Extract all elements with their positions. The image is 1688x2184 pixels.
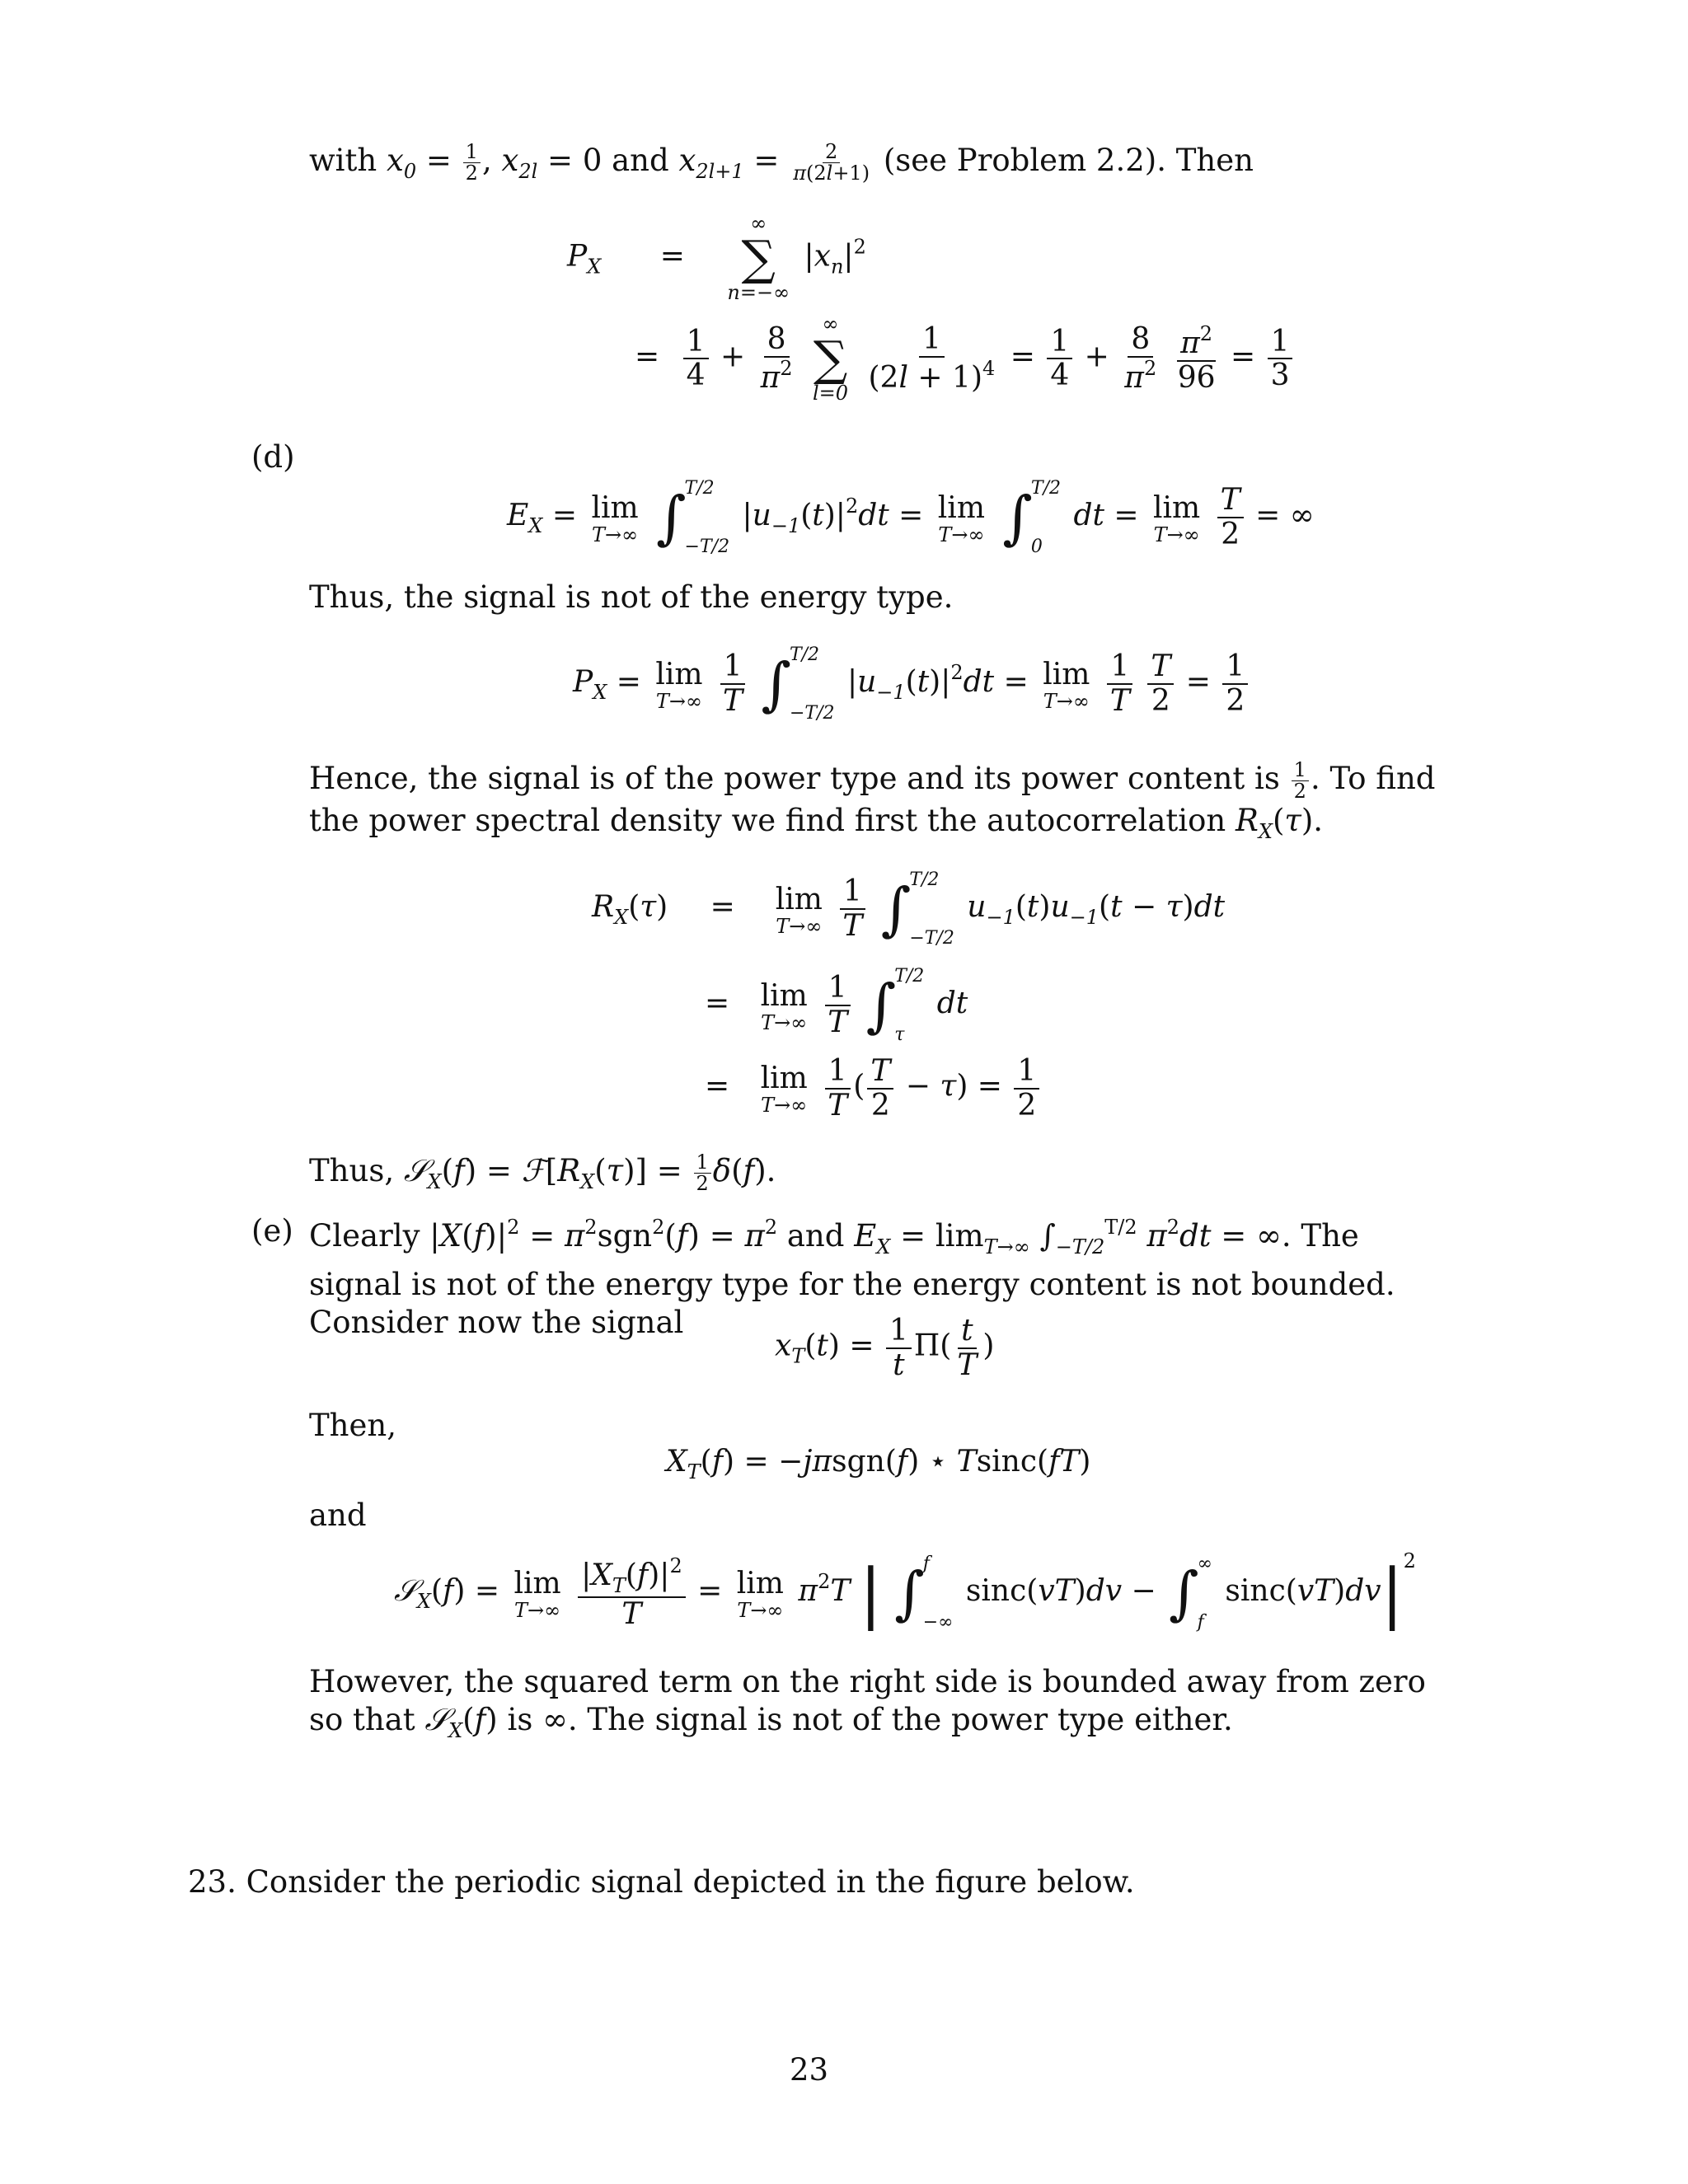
equation-px-sum: $P_X$ = ∞ ∑ n=−∞ $|x_n|^2$ (567, 212, 866, 305)
power-paragraph: Hence, the signal is of the power type and its power content is $\frac{1}{2}$ . To find the power spectral density we find first the autocorrelation $R_X(\tau)$. (309, 758, 1436, 844)
not-energy-text: Thus, the signal is not of the energy type. (309, 579, 954, 615)
equation-ex: $E_X$ = lim T→∞ ∫ T/2 −T/2 $|u_{-1}(t)|^2dt$ = lim T→∞ ∫ T/2 0 dt = lim T→∞ $\frac{T}{2}$ = ∞ (507, 478, 1315, 557)
part-e-text-1: . The signal is not of the energy type for the energy content is not bounded. Consider now the signal (309, 1218, 1395, 1340)
part-d-label: (d) (251, 439, 295, 475)
equation-px-result: = $\frac{1}{4}$ + $\frac{8}{\pi^2}$ ∞ ∑ l=0 $\frac{1}{(2l + 1)^4}$ = $\frac{1}{4}$ + $\frac{8}{\pi^2}$ $\frac{\pi^2}{96}$ = $\frac{1}{3}$ (635, 313, 1295, 405)
and-text: and (786, 1218, 845, 1254)
equation-sx: 𝒮$_X$(f) = lim T→∞ $\frac{|X_T(f)|^2}{T}$ = lim T→∞ $\pi^2T$ | ∫ f −∞ sinc(vT)dv − ∫ ∞ f $\sin c(vT)dv|^2$ (394, 1549, 1416, 1633)
page-number: 23 (790, 2052, 829, 2088)
however-end-text: is ∞. The signal is not of the power type either. (507, 1702, 1233, 1737)
equation-xt-f: $X_T(f) = -j\pi sgn(f)$ ⋆ Tsinc(fT) (666, 1445, 1091, 1483)
intro-line: with $x_0$ = $\frac{1}{2}$ , $x_{2l} = 0$ and $x_{2l+1}$ = $\frac{2}{\pi(2l+1)}$ (see Problem 2.2). Then (309, 140, 1254, 185)
psd-result-line: Thus, 𝒮$_X$(f) = $ℱ[R_X(\tau)]$ = $\frac{1}{2}$ δ(f). (309, 1151, 776, 1196)
then-text: Then, (309, 1408, 396, 1443)
intro-with: with (309, 143, 377, 179)
equation-rx-3: = lim T→∞ $\frac{1}{T}$ ( $\frac{T}{2}$ − τ) = $\frac{1}{2}$ (705, 1055, 1042, 1122)
however-text: However, the squared term on the right side is bounded away from zero so that (309, 1664, 1426, 1737)
thus-prefix: Thus, (309, 1153, 395, 1189)
equation-px-limit: $P_X$ = lim T→∞ $\frac{1}{T}$ ∫ T/2 −T/2 $|u_{-1}(t)|^2dt$ = lim T→∞ $\frac{1}{T}$ $\frac{T}{2}$ = $\frac{1}{2}$ (573, 644, 1250, 724)
intro-see: (see Problem 2.2). Then (883, 143, 1254, 179)
however-paragraph: However, the squared term on the right side is bounded away from zero so that 𝒮$_X$(f) is ∞. The signal is not of the power type either. (309, 1664, 1426, 1742)
equation-rx-2: = lim T→∞ $\frac{1}{T}$ ∫ T/2 τ dt (705, 966, 968, 1045)
and-word: and (309, 1497, 367, 1533)
part-e-label: (e) (251, 1213, 293, 1249)
intro-and: and (612, 143, 669, 179)
equation-xt: $x_T(t)$ = $\frac{1}{t}$ Π( $\frac{t}{T}$ ) (775, 1314, 995, 1382)
clearly-text: Clearly (309, 1218, 420, 1254)
equation-rx-1: $R_X(\tau)$ = lim T→∞ $\frac{1}{T}$ ∫ T/2 −T/2 $u_{-1}(t)u_{-1}(t - \tau)dt$ (592, 869, 1226, 949)
power-text-1: Hence, the signal is of the power type and its power content is (309, 761, 1280, 797)
part-e-paragraph: Clearly $|X(f)|^2 = \pi^2sgn^2(f) = \pi^2$ and $E_X = \lim_{T\to\infty} \int_{-T/2}^{T/2}$ $\pi^2dt$ = ∞. The signal is not of the energy type for the energy content is not bounded. Consider now the signal (309, 1216, 1395, 1340)
power-text-2: . To find the power spectral density we find first the autocorrelation (309, 761, 1436, 839)
problem-23-text: 23. Consider the periodic signal depicted in the figure below. (188, 1864, 1135, 1900)
